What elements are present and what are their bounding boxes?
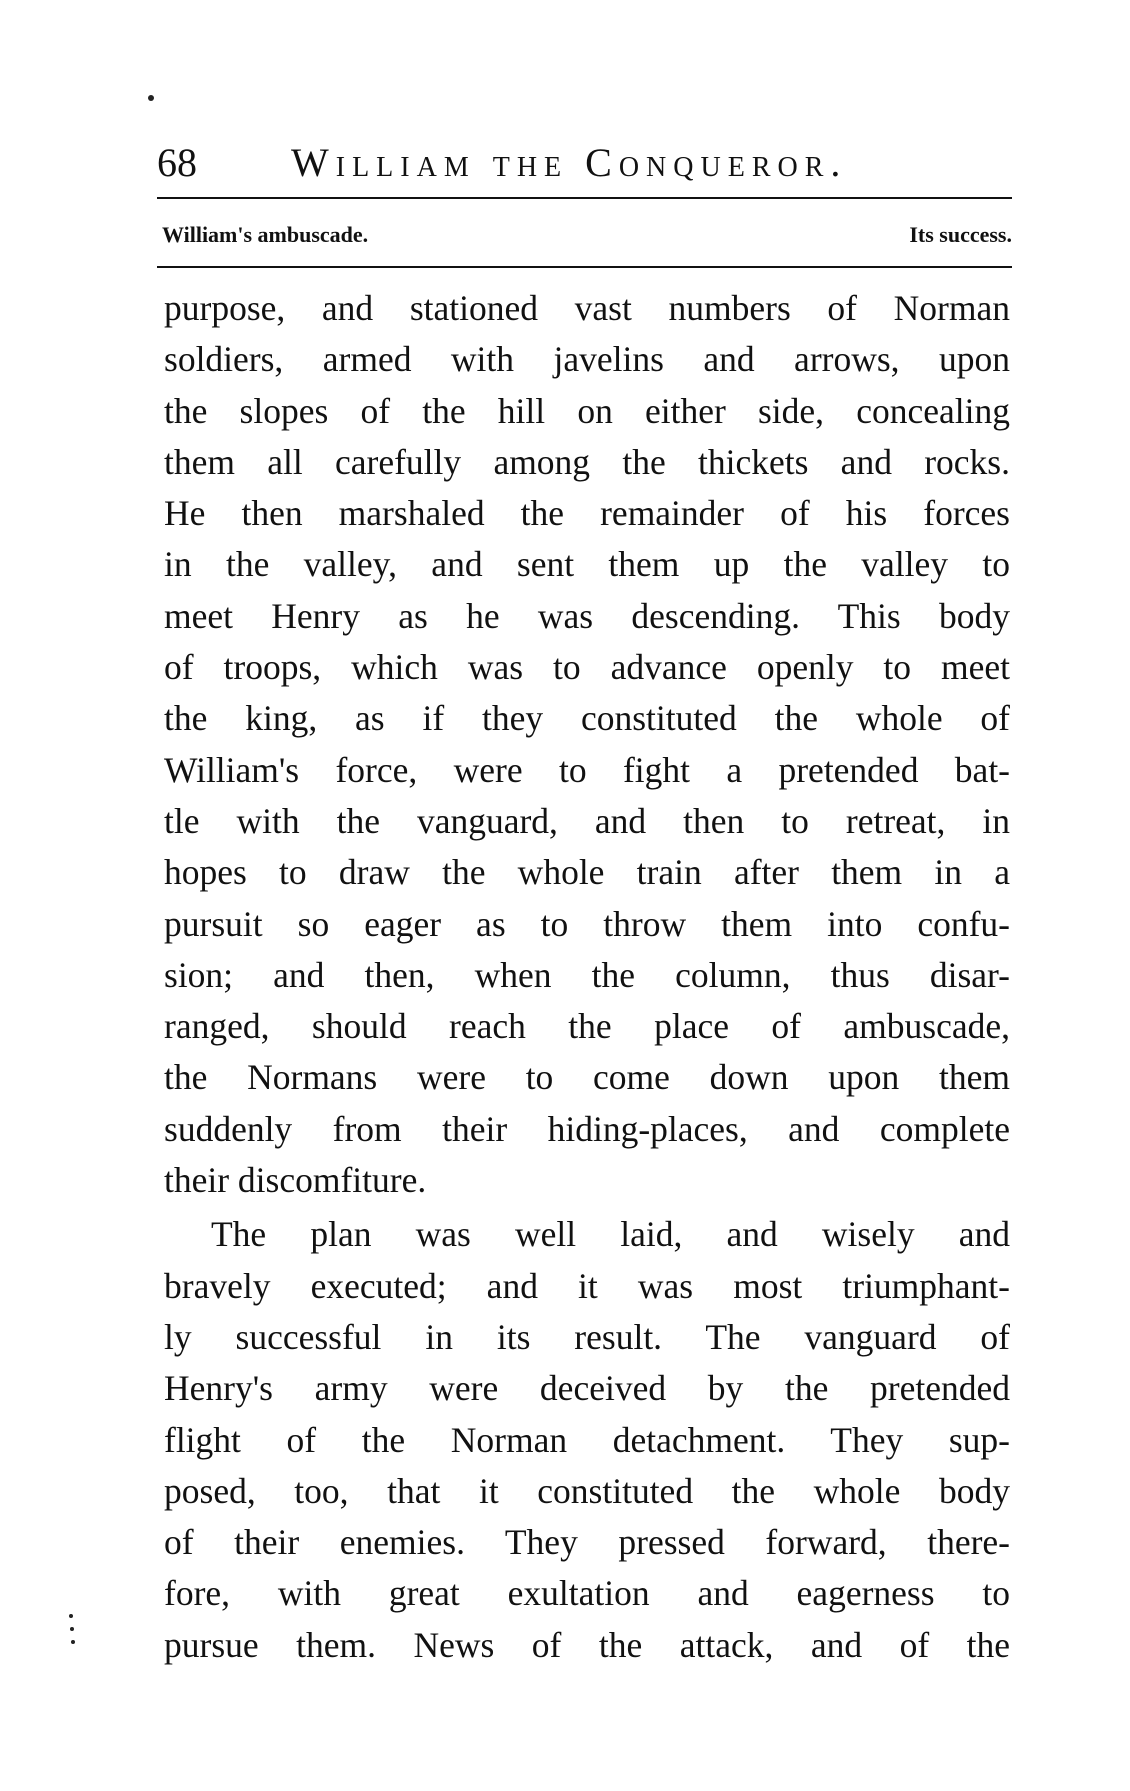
header-rule xyxy=(157,197,1012,199)
body-text xyxy=(164,283,1010,1671)
text-line: pursue them. News of the attack, and of the xyxy=(164,1624,1010,1665)
text-line: purpose, and stationed vast numbers of Norman xyxy=(164,288,1010,328)
text-line: in the valley, and sent them up the valley to xyxy=(164,544,1010,585)
page-number: 68 xyxy=(157,140,197,185)
running-title: William the Conqueror. xyxy=(291,140,848,185)
marginalia-rule xyxy=(157,266,1012,268)
text-line: soldiers, armed with javelins and arrows, upon xyxy=(164,339,1010,380)
text-line: meet Henry as he was descending. This body xyxy=(164,595,1010,636)
text-line: ly successful in its result. The vanguard of xyxy=(164,1316,1010,1357)
text-line: their discomfiture. xyxy=(164,1160,427,1201)
text-line: posed, too, that it constituted the whole body xyxy=(164,1470,1010,1511)
text-line: William's force, were to fight a pretended bat- xyxy=(164,749,1010,790)
ink-speck xyxy=(71,1640,75,1644)
text-line: of their enemies. They pressed forward, there- xyxy=(164,1522,1010,1563)
text-line: fore, with great exultation and eagerness to xyxy=(164,1573,1010,1614)
text-line: the king, as if they constituted the whole of xyxy=(164,698,1010,739)
marginal-note-left: William's ambuscade. xyxy=(162,222,369,247)
text-line: ranged, should reach the place of ambuscade, xyxy=(164,1006,1010,1047)
text-line: Henry's army were deceived by the pretended xyxy=(164,1368,1010,1409)
text-line: bravely executed; and it was most triumphant- xyxy=(164,1265,1010,1306)
text-line: pursuit so eager as to throw them into confu- xyxy=(164,903,1010,944)
ink-speck xyxy=(69,1614,73,1618)
ink-speck xyxy=(70,1627,74,1631)
text-line: the slopes of the hill on either side, concealing xyxy=(164,390,1010,431)
paragraph xyxy=(164,283,1010,1206)
text-line: flight of the Norman detachment. They sup- xyxy=(164,1419,1010,1460)
paragraph xyxy=(164,1209,1010,1671)
marginal-note-right: Its success. xyxy=(909,222,1012,247)
page-header xyxy=(157,138,1012,200)
text-line: of troops, which was to advance openly to meet xyxy=(164,647,1010,688)
text-line: The plan was well laid, and wisely and xyxy=(211,1214,1010,1255)
text-line: sion; and then, when the column, thus disar- xyxy=(164,954,1010,995)
text-line: suddenly from their hiding-places, and complete xyxy=(164,1108,1010,1149)
text-line: hopes to draw the whole train after them in a xyxy=(164,852,1010,893)
text-line: He then marshaled the remainder of his forces xyxy=(164,493,1010,534)
text-line: the Normans were to come down upon them xyxy=(164,1057,1010,1098)
text-line: them all carefully among the thickets and rocks. xyxy=(164,441,1010,482)
text-line: tle with the vanguard, and then to retreat, in xyxy=(164,800,1010,841)
ink-speck xyxy=(148,95,154,101)
